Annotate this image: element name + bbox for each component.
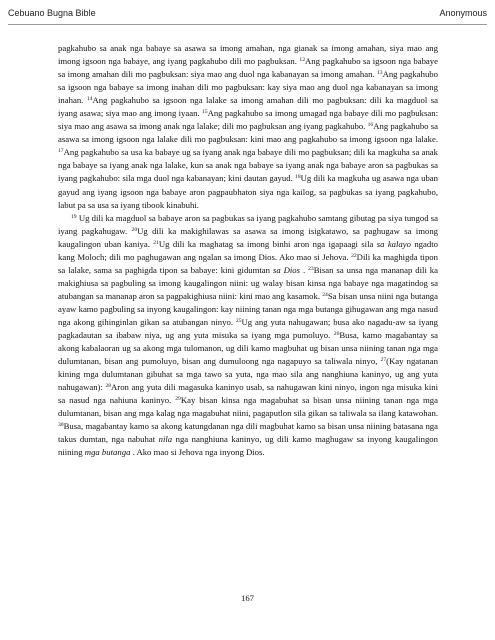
paragraph <box>58 212 438 460</box>
verse-text: ngadto kang Moloch; dili mo paghugawan ang ngalan sa imong Dios. Ako mao si Jehova. <box>58 238 438 262</box>
verse-number: 27 <box>380 357 387 364</box>
verse-number: 24 <box>322 291 328 298</box>
chapter-body <box>58 42 438 460</box>
verse-text: Ang pagkahubo sa igsoon nga babaye sa imong amahan dili mo pagbuksan: siya mao ang duol nga kabanayan sa imong amahan. <box>58 56 438 80</box>
verse-text: (Kay ngatanan kining mga dulumtanan gibuhat sa mga tawo sa yuta, nga mao sila ang nanghiuna kaninyo, ug ang yuta nahugawan): <box>58 356 438 393</box>
verse-text: Ang pagkahubo sa imong umagad nga babaye dili mo pagbuksan: siya mao ang asawa sa imong anak nga lalake; dili mo pagbuksan ang iyang pagkahubo. <box>58 108 438 132</box>
verse-number: 20 <box>131 226 138 233</box>
book-title: Cebuano Bugna Bible <box>8 8 96 18</box>
verse-text: nga nanghiuna kaninyo, ug dili kamo maghugaw sa inyong kaugalingon niining <box>58 434 438 458</box>
page-number: 167 <box>240 593 255 603</box>
verse-number: 22 <box>351 252 357 259</box>
verse-text: Ug dili ka maghatag sa imong binhi aron nga igapaagi sila <box>158 238 377 249</box>
verse-number: 26 <box>333 331 340 338</box>
verse-text: Kay bisan kinsa nga magabuhat sa bisan unsa niining tanan nga mga dulumtanan, bisan ang mga kalag nga magabuhat niini, pagaputlon sila gikan sa taliwala sa ilang katawohan. <box>58 395 438 419</box>
verse-number: 19 <box>71 213 77 220</box>
verse-number: 30 <box>58 422 64 429</box>
verse-text: Ug dili ka magduol sa babaye aron sa pagbukas sa iyang pagkahubo samtang gibutag pa siya tungod sa iyang pagkahugaw. <box>58 212 438 236</box>
verse-text: Ang pagkahubo sa igsoon nga babaye sa imong inahan dili mo pagbuksan: kay siya mao ang duol nga kabanayan sa imong inahan. <box>58 69 438 106</box>
italic-text: mga butanga <box>84 447 131 458</box>
verse-number: 18 <box>295 174 301 181</box>
verse-number: 25 <box>235 317 242 324</box>
verse-text: Ug ang yuta nahugawan; busa ako nagadu-aw sa iyang pagkadautan sa ibabaw niya, ug ang yuta misuka sa iyang mga pumoluyo. <box>58 316 438 341</box>
verse-text: . <box>300 264 309 275</box>
running-header <box>8 8 487 18</box>
author-name: Anonymous <box>439 8 487 18</box>
verse-text: . Ako mao si Jehova nga inyong Dios. <box>130 447 265 458</box>
verse-text: Bisan sa unsa nga mananap dili ka makighiusa sa pagbuling sa imong kaugalingon niini: ug walay bisan kinsa nga babaye nga magatindog sa atubangan sa mananap aron sa pagpakighiusa niini: kini mao ang kasamok. <box>58 264 438 301</box>
verse-text: Aron ang yuta dili magasuka kaninyo usab, sa nahugawan kini ninyo, ingon nga misuka kini sa nasud nga nahiuna kaninyo. <box>58 382 438 406</box>
verse-number: 15 <box>201 109 208 116</box>
italic-text: nila <box>158 434 173 445</box>
verse-text: Ug dili ka magkuha ug asawa nga uban gayud ang iyang igsoon nga babaye aron pagpaubhaton siya nga kailog, sa pagbukas sa iyang pagkahubo, labut pa sa usa sa iyang tibook kinabuhi. <box>58 173 438 210</box>
verse-number: 16 <box>367 122 374 129</box>
verse-number: 12 <box>299 57 305 64</box>
verse-text: Ang pagkahubo sa asawa sa imong igsoon nga lalake dili mo pagbuksan: kini mao ang pagkahubo sa imong igsoon nga lalake. <box>58 121 438 145</box>
verse-text: Busa, magabantay kamo sa akong katungdanan nga dili magbuhat kamo sa bisan unsa niining batasana nga takus dumtan, nga nabuhat <box>58 421 438 445</box>
verse-text: Ang pagkahubo sa usa ka babaye ug sa iyang anak nga babaye dili mo pagbuksan; dili ka magkuha sa anak nga babaye sa iyang anak nga lalake, kun sa anak nga babaye sa iyang anak nga babaye aron sa pagbukas sa iyang pagkahubo: sila mga duol nga kabanayan; kini dautan gayud. <box>58 147 438 184</box>
verse-number: 13 <box>376 70 383 77</box>
verse-number: 14 <box>86 96 93 103</box>
italic-text: sa kalayo <box>376 238 411 249</box>
verse-number: 23 <box>308 265 314 272</box>
verse-number: 17 <box>58 148 64 155</box>
paragraph <box>58 42 438 212</box>
verse-number: 28 <box>105 383 112 390</box>
page-footer <box>0 593 495 603</box>
verse-number: 21 <box>153 239 159 246</box>
verse-number: 29 <box>175 396 181 403</box>
header-rule <box>8 24 487 25</box>
verse-text: pagkahubo sa anak nga babaye sa asawa sa imong amahan, nga gianak sa imong amahan, siya mao ang imong igsoon nga babaye, ang iyang pagkahubo dili mo pagbuksan. <box>58 43 438 67</box>
verse-text: Ang pagkahubo sa igsoon nga lalake sa imong amahan dili mo pagbuksan: dili ka magduol sa iyang asawa; siya mao ang imong iyaan. <box>58 95 438 119</box>
verse-text: Dili ka maghigda tipon sa lalake, sama sa paghigda tipon sa babaye: kini gidumtan <box>58 251 438 275</box>
verse-text: Ug dili ka makighilawas sa asawa sa imong isigkatawo, sa paghugaw sa imong kaugalingon uban kaniya. <box>58 225 439 249</box>
verse-text: Busa, kamo magabantay sa akong kabalaoran ug sa akong mga tulomanon, ug dili kamo magbuhat ug bisan unsa niining tanan nga mga dulumtanan, bisan ang pumoluyo, bisan ang dumuloong nga nagapuyo sa taliwala ninyo, <box>58 330 438 367</box>
verse-text: Sa bisan unsa niini nga butanga ayaw kamo pagbuling sa inyong kaugalingon: kay niining tanan nga mga butanga gihugawan ang mga nasud nga akong gihinginlan gikan sa atubangan ninyo. <box>58 290 438 327</box>
italic-text: sa Dios <box>272 264 301 275</box>
